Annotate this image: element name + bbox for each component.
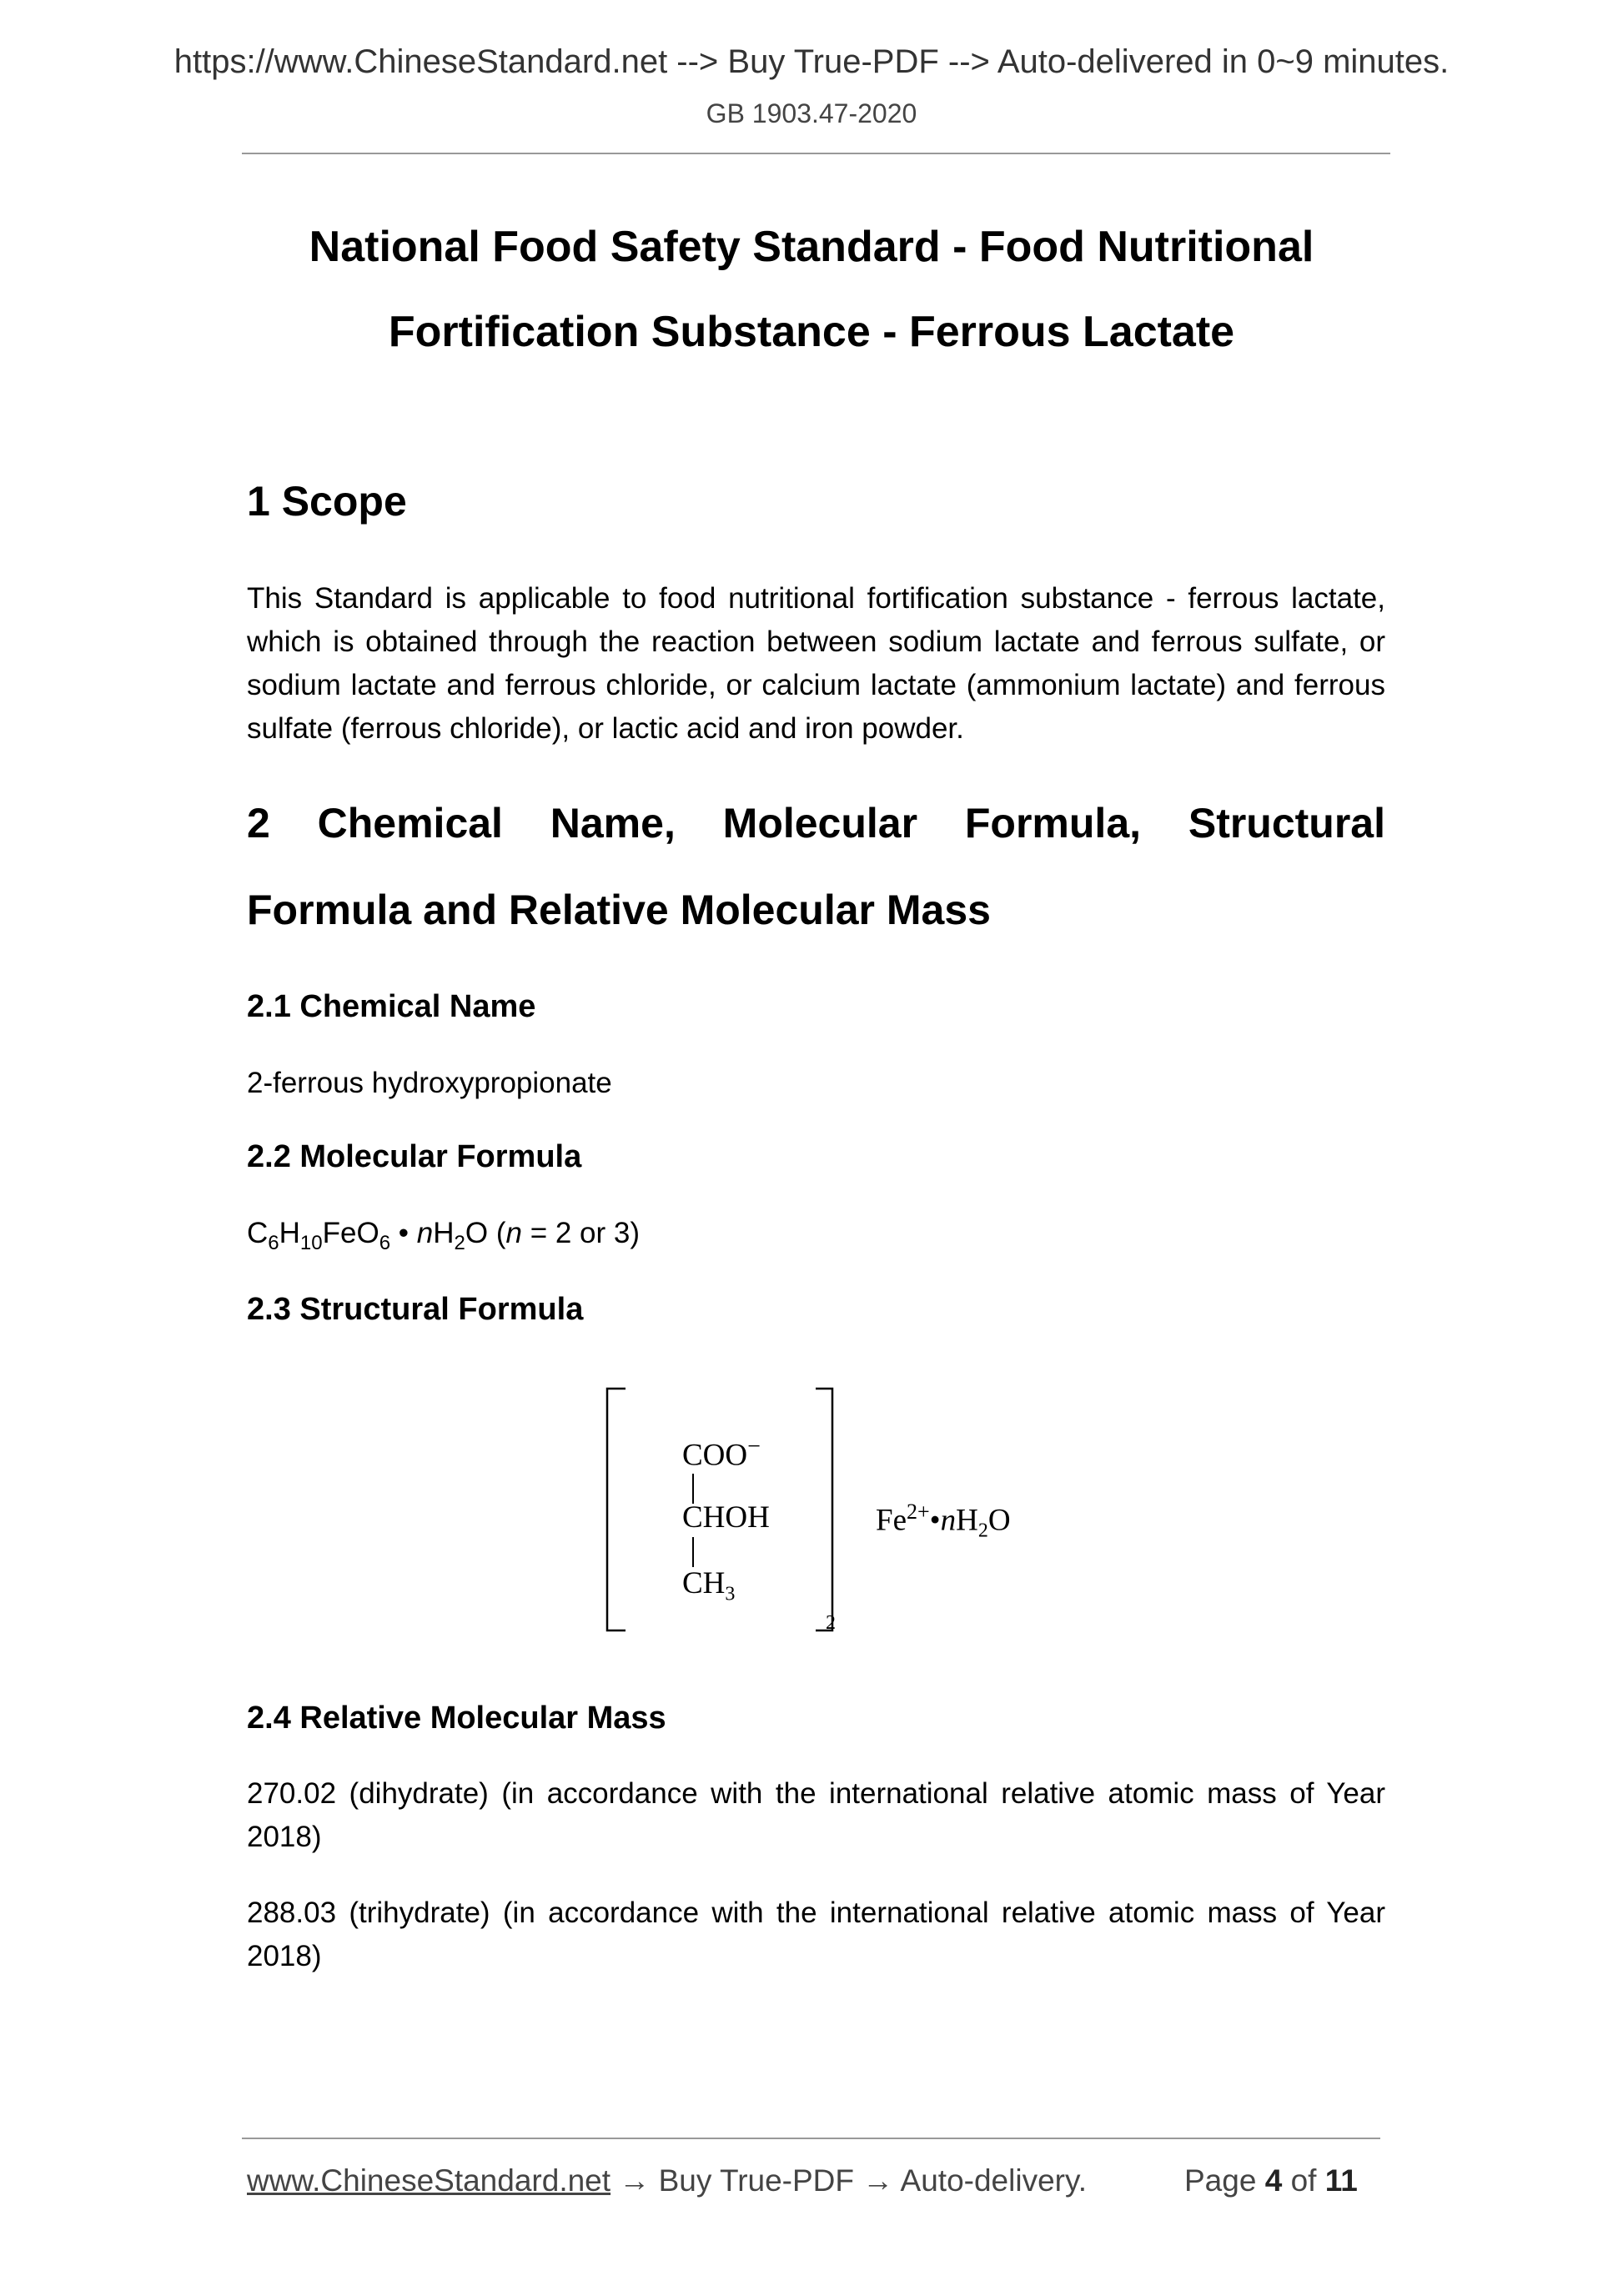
iron-hydrate (876, 1500, 1011, 1543)
section-2-heading-line-1: 2 Chemical Name, Molecular Formula, Structural (247, 800, 1385, 847)
page-label: Page (1184, 2163, 1257, 2198)
formula-h2-count: 2 (454, 1232, 465, 1254)
formula-c: C (247, 1217, 269, 1249)
footer-text (247, 2163, 1087, 2198)
coo-charge: − (747, 1434, 761, 1459)
footer-buy-text: Buy True-PDF (658, 2163, 855, 2198)
formula-feo: FeO (322, 1217, 379, 1249)
fe-charge: 2+ (907, 1500, 930, 1524)
formula-o: O (465, 1217, 489, 1249)
section-2-1-heading: 2.1 Chemical Name (247, 989, 536, 1024)
fe-text: Fe (876, 1503, 907, 1538)
section-2-4-heading: 2.4 Relative Molecular Mass (247, 1701, 666, 1736)
page-current: 4 (1264, 2163, 1283, 2198)
footer-auto-text: Auto-delivery. (900, 2163, 1088, 2198)
footer-arrow-1: → (611, 2163, 659, 2198)
formula-h-count: 10 (299, 1232, 323, 1254)
mass-trihydrate-line-2: 2018) (247, 1940, 322, 1972)
molecular-formula (247, 1217, 640, 1255)
chemical-name: 2-ferrous hydroxypropionate (247, 1067, 612, 1099)
formula-c-count: 6 (268, 1232, 279, 1254)
left-bracket (607, 1389, 626, 1630)
group-coo (682, 1434, 761, 1473)
ch3-subscript: 3 (725, 1583, 736, 1605)
mass-trihydrate-line-1: 288.03 (trihydrate) (in accordance with the international relative atomic mass of Year (247, 1897, 1385, 1929)
formula-h2: H (433, 1217, 455, 1249)
footer-arrow-2: → (854, 2163, 901, 2198)
footer-divider (242, 2138, 1380, 2139)
water-o: O (987, 1503, 1011, 1538)
formula-n-values: = 2 or 3) (521, 1217, 641, 1249)
group-choh: CHOH (682, 1500, 770, 1535)
section-2-heading-line-2: Formula and Relative Molecular Mass (247, 887, 991, 933)
section-2-3-heading: 2.3 Structural Formula (247, 1292, 584, 1327)
page-indicator (1184, 2163, 1358, 2198)
ch-text: CH (682, 1566, 726, 1600)
section-2-2-heading: 2.2 Molecular Formula (247, 1139, 582, 1174)
document-title-line-1: National Food Safety Standard - Food Nutritional (309, 223, 1314, 271)
hydrate-n: n (940, 1503, 957, 1538)
formula-dot: • (390, 1217, 417, 1249)
water-h-subscript: 2 (977, 1520, 988, 1542)
formula-n-variable: n (505, 1217, 522, 1249)
hydrate-dot: • (929, 1503, 941, 1538)
section-1-body: This Standard is applicable to food nutritional fortification substance - ferrous lactate, which is obtained through the reaction between sodium lactate and ferrous sulfate, or sodium lactate and ferrous chloride, or calcium lactate (ammonium lactate) and ferrous sulfate (ferrous chloride), or lactic acid and iron powder. (247, 582, 1385, 745)
right-bracket (816, 1389, 832, 1630)
water-h: H (956, 1503, 978, 1538)
formula-o-count: 6 (379, 1232, 391, 1254)
group-ch3 (682, 1565, 735, 1605)
page-total: 11 (1324, 2163, 1358, 2198)
page-of: of (1290, 2163, 1317, 2198)
header-banner[interactable]: https://www.ChineseStandard.net --> Buy True-PDF --> Auto-delivered in 0~9 minutes. (173, 43, 1450, 80)
coo-text: COO (682, 1438, 748, 1473)
document-title-line-2: Fortification Substance - Ferrous Lactate (388, 308, 1235, 356)
standard-number: GB 1903.47-2020 (706, 98, 917, 128)
section-1-heading: 1 Scope (247, 478, 407, 525)
formula-n: n (416, 1217, 434, 1249)
bracket-subscript: 2 (826, 1612, 836, 1634)
mass-dihydrate-line-1: 270.02 (dihydrate) (in accordance with the international relative atomic mass of Year (247, 1777, 1385, 1810)
formula-paren: ( (488, 1217, 506, 1249)
mass-dihydrate-line-2: 2018) (247, 1821, 322, 1853)
footer-site-link[interactable]: www.ChineseStandard.net (247, 2163, 611, 2198)
structural-formula (600, 1380, 1051, 1647)
header-divider (242, 153, 1390, 154)
formula-h: H (279, 1217, 300, 1249)
